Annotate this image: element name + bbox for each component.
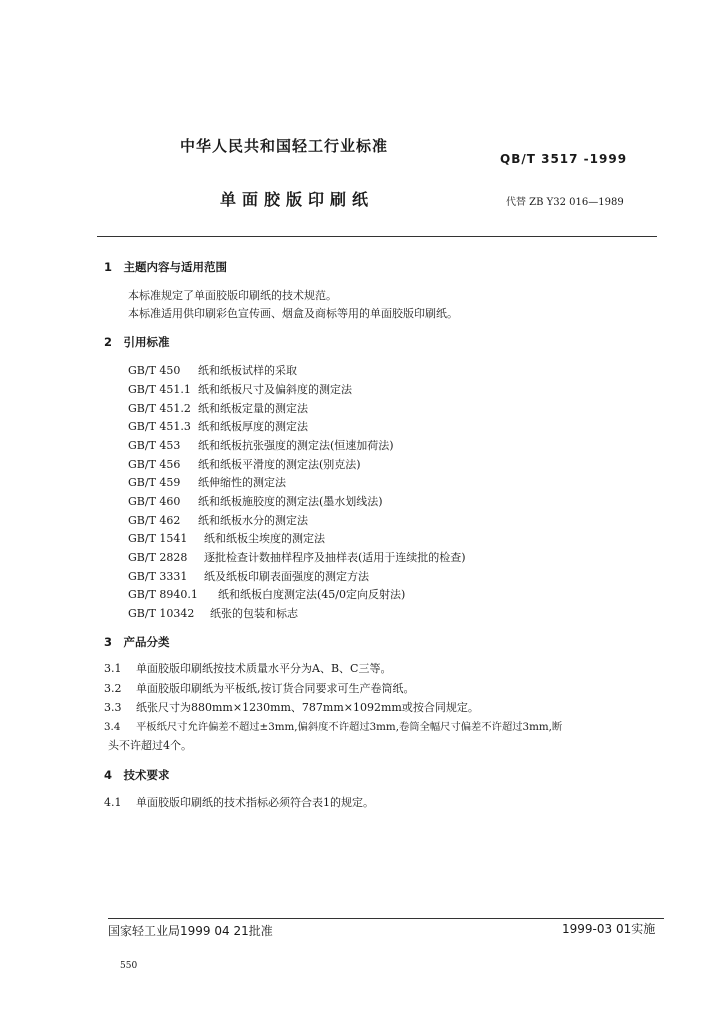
standard-category-title: 中华人民共和国轻工行业标准 (180, 137, 389, 155)
reference-item (128, 474, 286, 490)
clause (104, 699, 479, 715)
section-3-heading: 3 产品分类 (104, 635, 170, 649)
reference-item (128, 437, 394, 453)
reference-code: GB/T 462 (128, 514, 181, 527)
clause (104, 718, 562, 733)
reference-item (128, 568, 369, 584)
page-number: 550 (120, 961, 138, 971)
clause-text: 单面胶版印刷纸的技术指标必须符合表1的规定。 (136, 796, 374, 809)
section-2-heading: 2 引用标准 (104, 335, 170, 349)
reference-code: GB/T 1541 (128, 532, 188, 545)
reference-item (128, 512, 308, 528)
reference-code: GB/T 8940.1 (128, 588, 198, 601)
reference-code: GB/T 10342 (128, 607, 195, 620)
approval-date: 国家轻工业局1999 04 21批准 (108, 924, 273, 938)
reference-code: GB/T 459 (128, 476, 181, 489)
clause-text: 纸张尺寸为880mm×1230mm、787mm×1092mm或按合同规定。 (136, 701, 479, 714)
reference-code: GB/T 2828 (128, 551, 188, 564)
section-1-heading: 1 主题内容与适用范围 (104, 260, 228, 274)
reference-title: 纸和纸板尘埃度的测定法 (204, 532, 325, 545)
replaces-standard: 代替 ZB Y32 016—1989 (506, 197, 624, 208)
reference-code: GB/T 460 (128, 495, 181, 508)
reference-title: 纸和纸板厚度的测定法 (198, 420, 308, 433)
reference-title: 纸张的包装和标志 (210, 607, 298, 620)
clause-number: 4.1 (104, 796, 122, 809)
reference-title: 纸和纸板白度测定法(45/0定向反射法) (218, 588, 406, 601)
clause-number: 3.1 (104, 662, 122, 675)
reference-title: 逐批检查计数抽样程序及抽样表(适用于连续批的检查) (204, 551, 466, 564)
reference-code: GB/T 450 (128, 364, 181, 377)
reference-title: 纸和纸板平滑度的测定法(别克法) (198, 458, 361, 471)
reference-title: 纸和纸板尺寸及偏斜度的测定法 (198, 383, 352, 396)
reference-item (128, 605, 298, 621)
reference-item (128, 400, 308, 416)
reference-title: 纸和纸板定量的测定法 (198, 402, 308, 415)
section-1-para-2: 本标准适用供印刷彩色宣传画、烟盒及商标等用的单面胶版印刷纸。 (128, 307, 458, 320)
section-4-heading: 4 技术要求 (104, 768, 170, 782)
reference-code: GB/T 3331 (128, 570, 188, 583)
header-divider (97, 236, 657, 237)
footer-divider (108, 918, 664, 919)
reference-item (128, 493, 383, 509)
clause-continuation: 头不许超过4个。 (108, 739, 192, 752)
reference-title: 纸和纸板试样的采取 (198, 364, 297, 377)
clause-text: 单面胶版印刷纸为平板纸,按订货合同要求可生产卷筒纸。 (136, 682, 415, 695)
clause (104, 794, 374, 810)
reference-item (128, 530, 325, 546)
reference-code: GB/T 456 (128, 458, 181, 471)
reference-code: GB/T 451.3 (128, 420, 191, 433)
section-1-para-1: 本标准规定了单面胶版印刷纸的技术规范。 (128, 289, 337, 302)
reference-item (128, 381, 352, 397)
clause-text: 单面胶版印刷纸按技术质量水平分为A、B、C三等。 (136, 662, 392, 675)
reference-code: GB/T 453 (128, 439, 181, 452)
reference-title: 纸和纸板施胶度的测定法(墨水划线法) (198, 495, 383, 508)
document-title: 单面胶版印刷纸 (220, 190, 375, 209)
reference-code: GB/T 451.2 (128, 402, 191, 415)
clause-text: 平板纸尺寸允许偏差不超过±3mm,偏斜度不许超过3mm,卷筒全幅尺寸偏差不许超过3mm,断 (136, 721, 563, 733)
reference-item (128, 549, 466, 565)
standard-number: QB/T 3517 -1999 (500, 152, 628, 166)
reference-item (128, 586, 405, 602)
reference-title: 纸和纸板抗张强度的测定法(恒速加荷法) (198, 439, 394, 452)
reference-code: GB/T 451.1 (128, 383, 191, 396)
reference-item (128, 418, 308, 434)
clause (104, 660, 391, 676)
reference-title: 纸和纸板水分的测定法 (198, 514, 308, 527)
reference-item (128, 456, 361, 472)
reference-item (128, 362, 297, 378)
clause-number: 3.4 (104, 721, 121, 733)
clause (104, 680, 415, 696)
implementation-date: 1999-03 01实施 (562, 922, 656, 936)
clause-number: 3.2 (104, 682, 122, 695)
reference-title: 纸伸缩性的测定法 (198, 476, 286, 489)
clause-number: 3.3 (104, 701, 122, 714)
reference-title: 纸及纸板印刷表面强度的测定方法 (204, 570, 369, 583)
